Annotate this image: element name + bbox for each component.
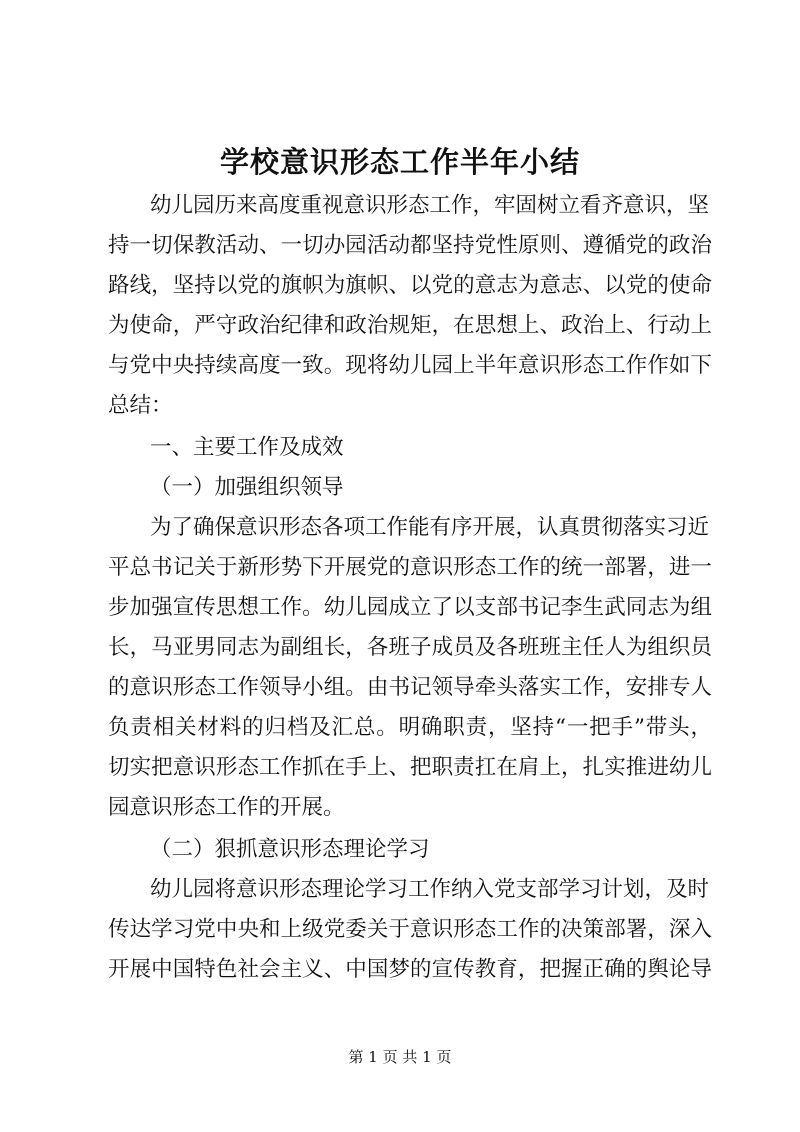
paragraph-line: 开展中国特色社会主义、中国梦的宣传教育，把握正确的舆论导 [108,957,712,982]
paragraph-line: 的意识形态工作领导小组。由书记领导牵头落实工作，安排专人 [108,675,712,700]
subsection-heading: （一）加强组织领导 [150,475,344,500]
paragraph-line: 切实把意识形态工作抓在手上、把职责扛在肩上，扎实推进幼儿 [108,755,712,780]
paragraph-line: 平总书记关于新形势下开展党的意识形态工作的统一部署，进一 [108,555,712,580]
paragraph-line: 幼儿园将意识形态理论学习工作纳入党支部学习计划，及时 [150,877,710,902]
paragraph-line: 为了确保意识形态各项工作能有序开展，认真贯彻落实习近 [150,515,710,540]
paragraph-line: 与党中央持续高度一致。现将幼儿园上半年意识形态工作作如下 [108,353,712,378]
paragraph-line: 传达学习党中央和上级党委关于意识形态工作的决策部署，深入 [108,917,712,942]
paragraph-line: 长，马亚男同志为副组长，各班子成员及各班班主任人为组织员 [108,635,712,660]
paragraph-line: 持一切保教活动、一切办园活动都坚持党性原则、遵循党的政治 [108,233,712,258]
section-heading: 一、主要工作及成效 [150,435,344,460]
document-title: 学校意识形态工作半年小结 [219,145,580,179]
paragraph-line: 幼儿园历来高度重视意识形态工作，牢固树立看齐意识，坚 [150,193,710,218]
subsection-heading: （二）狠抓意识形态理论学习 [150,837,430,862]
paragraph-line: 园意识形态工作的开展。 [108,795,345,820]
paragraph-line: 为使命，严守政治纪律和政治规矩，在思想上、政治上、行动上 [108,313,712,338]
paragraph-line: 步加强宣传思想工作。幼儿园成立了以支部书记李生武同志为组 [108,595,712,620]
page-footer: 第 1 页 共 1 页 [348,1048,452,1066]
paragraph-line: 总结： [108,393,173,418]
paragraph-line: 负责相关材料的归档及汇总。明确职责，坚持“一把手”带头， [108,715,712,740]
paragraph-line: 路线，坚持以党的旗帜为旗帜、以党的意志为意志、以党的使命 [108,273,712,298]
